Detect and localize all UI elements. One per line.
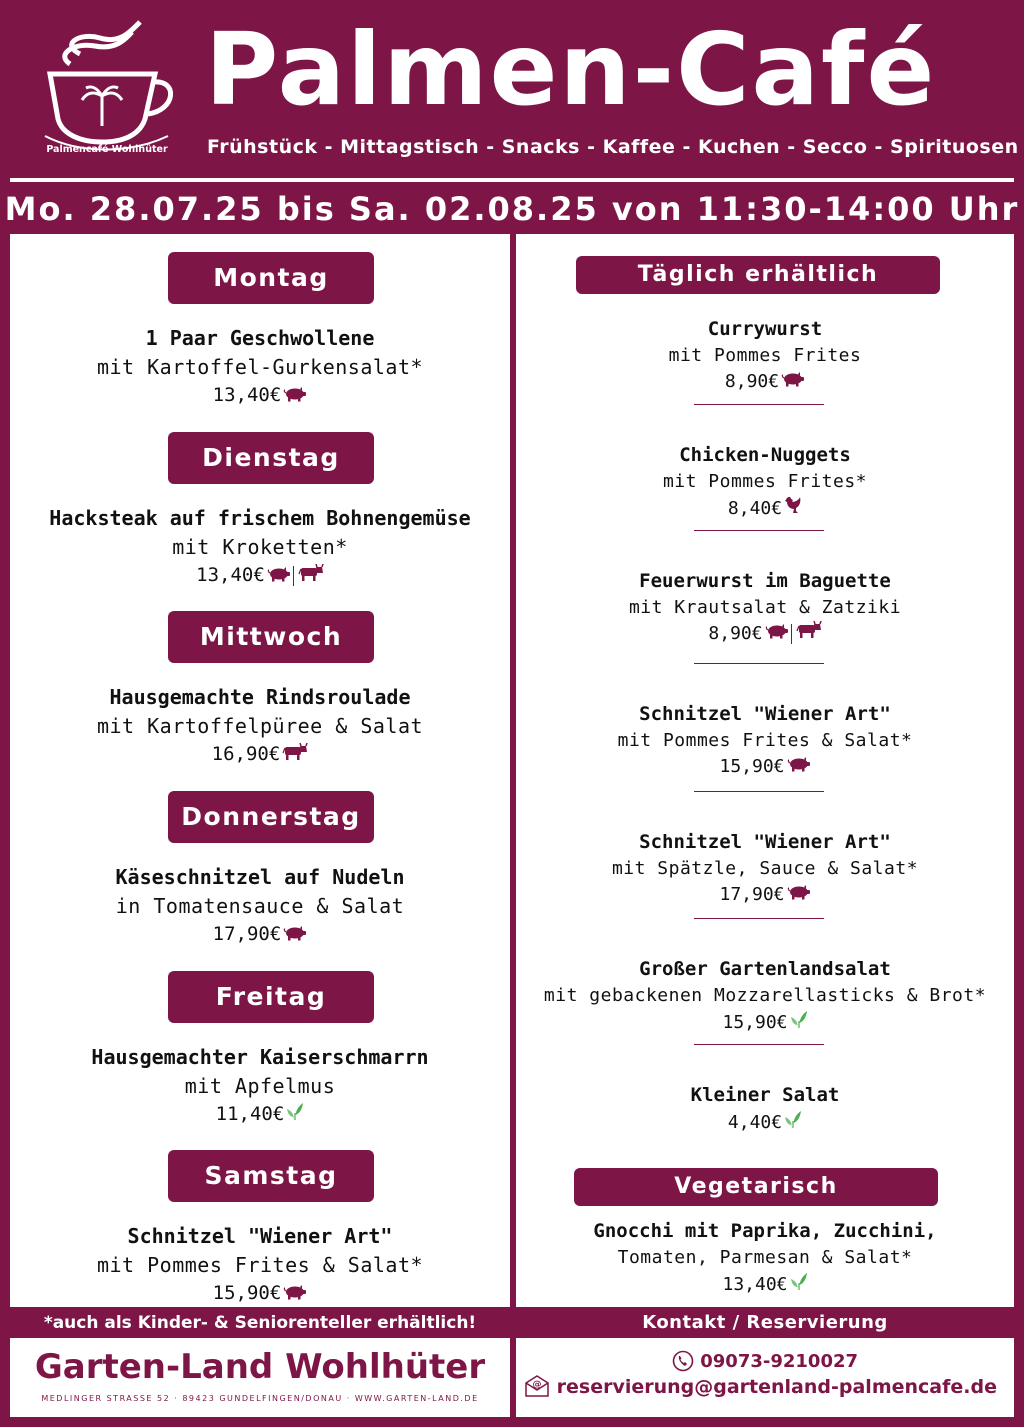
day-heading-freitag: Freitag bbox=[168, 971, 374, 1023]
dish-price: 11,40€ bbox=[215, 1103, 285, 1125]
menu-item bbox=[10, 683, 510, 769]
company-box bbox=[10, 1338, 510, 1417]
day-heading-samstag: Samstag bbox=[168, 1150, 374, 1202]
daily-item bbox=[516, 568, 1014, 647]
company-name: Garten-Land Wohlhüter bbox=[34, 1347, 486, 1387]
pig-icon bbox=[283, 921, 307, 949]
item-separator bbox=[694, 918, 824, 919]
dish-desc: mit Pommes Frites & Salat* bbox=[617, 730, 913, 751]
dish-desc: mit Spätzle, Sauce & Salat* bbox=[611, 858, 919, 879]
daily-item bbox=[516, 701, 1014, 780]
dish-name: Schnitzel "Wiener Art" bbox=[639, 831, 891, 853]
dish-name: Kleiner Salat bbox=[690, 1084, 840, 1106]
item-separator bbox=[694, 791, 824, 792]
dish-name: Hausgemachte Rindsroulade bbox=[109, 685, 411, 709]
item-separator bbox=[694, 404, 824, 405]
pig-icon bbox=[283, 1280, 307, 1308]
leaf-icon bbox=[790, 1271, 808, 1299]
daily-item bbox=[516, 829, 1014, 908]
dish-desc: Tomaten, Parmesan & Salat* bbox=[617, 1247, 913, 1268]
dish-name: Hausgemachter Kaiserschmarrn bbox=[91, 1045, 429, 1069]
vegetarian-item bbox=[516, 1218, 1014, 1299]
chicken-icon bbox=[784, 495, 802, 523]
dish-price: 15,90€ bbox=[719, 756, 785, 777]
cafe-logo bbox=[40, 14, 180, 164]
pig-icon bbox=[283, 382, 307, 410]
leaf-icon bbox=[790, 1009, 808, 1037]
dish-desc: mit Apfelmus bbox=[184, 1074, 336, 1098]
day-heading-dienstag: Dienstag bbox=[168, 432, 374, 484]
item-separator bbox=[694, 663, 824, 664]
menu-item bbox=[10, 1222, 510, 1308]
svg-text:@: @ bbox=[532, 1380, 542, 1390]
dish-name: Großer Gartenlandsalat bbox=[639, 958, 891, 980]
pig-icon bbox=[787, 754, 811, 780]
dish-price-row bbox=[10, 920, 510, 949]
daily-heading: Täglich erhältlich bbox=[576, 256, 940, 294]
email-row bbox=[524, 1374, 1014, 1398]
day-heading-montag: Montag bbox=[168, 252, 374, 304]
dish-price-row bbox=[516, 1109, 1014, 1137]
dish-price-row bbox=[516, 1271, 1014, 1299]
dish-desc: mit Pommes Frites & Salat* bbox=[96, 1253, 424, 1277]
dish-desc: mit Kroketten* bbox=[172, 535, 348, 559]
dish-desc: in Tomatensauce & Salat bbox=[115, 894, 405, 918]
dish-price: 8,90€ bbox=[708, 623, 763, 644]
pig-icon bbox=[267, 562, 291, 590]
dish-price: 15,90€ bbox=[212, 1282, 282, 1304]
daily-item bbox=[516, 956, 1014, 1037]
dish-price-row bbox=[10, 1100, 510, 1129]
daily-menu-panel bbox=[516, 234, 1014, 1307]
dish-name: Käseschnitzel auf Nudeln bbox=[115, 865, 405, 889]
leaf-icon bbox=[286, 1101, 304, 1129]
daily-item bbox=[516, 316, 1014, 395]
dish-name: Schnitzel "Wiener Art" bbox=[127, 1224, 393, 1248]
pig-icon bbox=[765, 621, 789, 647]
divider bbox=[10, 178, 1014, 182]
dish-price: 16,90€ bbox=[211, 743, 281, 765]
dish-price: 4,40€ bbox=[727, 1112, 783, 1133]
menu-item bbox=[10, 1043, 510, 1129]
company-address: MEDLINGER STRASSE 52 · 89423 GUNDELFINGEN/DONAU · WWW.GARTEN-LAND.DE bbox=[41, 1394, 479, 1403]
dish-price-row bbox=[10, 561, 510, 590]
phone-row bbox=[516, 1350, 1014, 1372]
dish-price-row bbox=[516, 369, 1014, 395]
dish-price: 17,90€ bbox=[212, 923, 282, 945]
contact-heading: Kontakt / Reservierung bbox=[642, 1312, 888, 1333]
dish-price-row bbox=[516, 1009, 1014, 1037]
dish-name: Hacksteak auf frischem Bohnengemüse bbox=[49, 506, 471, 530]
contact-box bbox=[516, 1338, 1014, 1417]
dish-price-row bbox=[10, 740, 510, 769]
dish-price: 13,40€ bbox=[196, 564, 265, 586]
email-address[interactable]: reservierung@gartenland-palmencafe.de bbox=[556, 1376, 997, 1398]
footnote: *auch als Kinder- & Seniorenteller erhältlich! bbox=[43, 1313, 477, 1333]
dish-price: 15,90€ bbox=[722, 1012, 788, 1033]
dish-price-row bbox=[516, 621, 1014, 647]
cow-icon bbox=[298, 562, 324, 590]
page-title: Palmen-Café bbox=[205, 11, 937, 128]
pig-icon bbox=[781, 369, 805, 395]
dish-desc: mit Kartoffelpüree & Salat bbox=[96, 714, 424, 738]
dish-name: Schnitzel "Wiener Art" bbox=[639, 703, 891, 725]
cow-icon bbox=[796, 621, 822, 647]
dish-price-row bbox=[10, 381, 510, 410]
dish-price-row bbox=[516, 495, 1014, 523]
leaf-icon bbox=[784, 1109, 802, 1137]
dish-price: 8,40€ bbox=[727, 498, 783, 519]
dish-name: Gnocchi mit Paprika, Zucchini, bbox=[593, 1220, 937, 1242]
daily-item bbox=[516, 1082, 1014, 1137]
dish-price: 17,90€ bbox=[719, 884, 785, 905]
dish-name: Feuerwurst im Baguette bbox=[639, 570, 891, 592]
day-heading-mittwoch: Mittwoch bbox=[168, 611, 374, 663]
phone-icon bbox=[672, 1350, 694, 1372]
weekday-menu-panel bbox=[10, 234, 510, 1307]
menu-item bbox=[10, 324, 510, 410]
dish-price: 8,90€ bbox=[724, 371, 780, 392]
item-separator bbox=[694, 1044, 824, 1045]
dish-desc: mit Krautsalat & Zatziki bbox=[628, 597, 902, 618]
day-heading-donnerstag: Donnerstag bbox=[168, 791, 374, 843]
tagline: Frühstück - Mittagstisch - Snacks - Kaffee - Kuchen - Secco - Spirituosen bbox=[207, 136, 1019, 158]
date-range: Mo. 28.07.25 bis Sa. 02.08.25 von 11:30-14:00 Uhr bbox=[4, 190, 1020, 228]
dish-desc: mit Kartoffel-Gurkensalat* bbox=[96, 355, 424, 379]
menu-item bbox=[10, 504, 510, 590]
menu-item bbox=[10, 863, 510, 949]
email-icon bbox=[524, 1374, 550, 1398]
item-separator bbox=[694, 530, 824, 531]
dish-desc: mit Pommes Frites bbox=[668, 345, 862, 366]
dish-price: 13,40€ bbox=[722, 1274, 788, 1295]
dish-name: Currywurst bbox=[707, 318, 823, 340]
pig-icon bbox=[787, 882, 811, 908]
logo-text: Palmencafé Wohlhüter bbox=[46, 144, 168, 155]
vegetarian-heading: Vegetarisch bbox=[574, 1168, 938, 1206]
dish-price-row bbox=[516, 754, 1014, 780]
dish-name: 1 Paar Geschwollene bbox=[145, 326, 375, 350]
dish-name: Chicken-Nuggets bbox=[679, 444, 851, 466]
dish-price-row bbox=[10, 1279, 510, 1308]
phone-number[interactable]: 09073-9210027 bbox=[700, 1351, 859, 1372]
dish-price: 13,40€ bbox=[212, 384, 282, 406]
dish-price-row bbox=[516, 882, 1014, 908]
cow-icon bbox=[282, 741, 308, 769]
dish-desc: mit gebackenen Mozzarellasticks & Brot* bbox=[543, 985, 987, 1006]
daily-item bbox=[516, 442, 1014, 523]
dish-desc: mit Pommes Frites* bbox=[662, 471, 868, 492]
